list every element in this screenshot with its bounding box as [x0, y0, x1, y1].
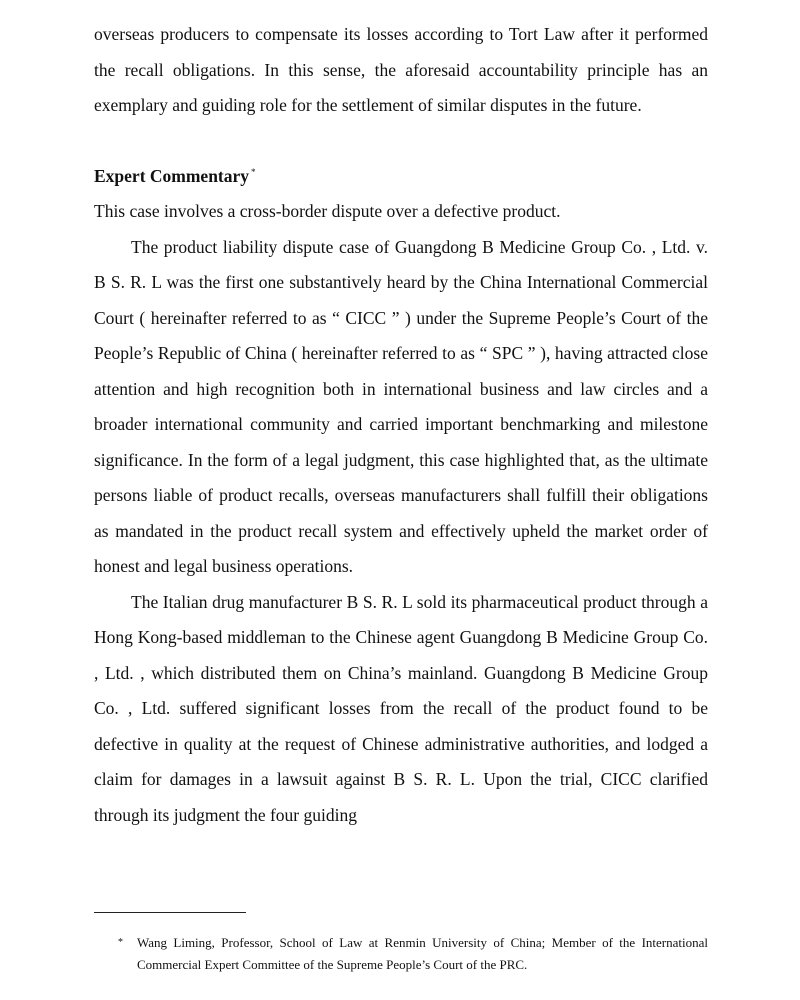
paragraph-2: The Italian drug manufacturer B S. R. L sold its pharmaceutical product through a Hong Kong-based middleman to the Chinese agent Guangdong B Medicine Group Co. , Ltd. , which distributed them on China’s mainland. Guangdong B Medicine Group Co. , Ltd. suffered significant losses from the recall of the product found to be defective in quality at the request of Chinese administrative authorities, and lodged a claim for damages in a lawsuit against B S. R. L. Upon the trial, CICC clarified through its judgment the four guiding — [94, 591, 708, 825]
document-body — [94, 17, 708, 833]
footnote-text: Wang Liming, Professor, School of Law at Renmin University of China; Member of the International Commercial Expert Committee of the Supreme People’s Court of the PRC. — [137, 935, 708, 972]
footnote-divider — [94, 912, 246, 913]
intro-paragraph: overseas producers to compensate its losses according to Tort Law after it performed the recall obligations. In this sense, the aforesaid accountability principle has an exemplary and guiding role for the settlement of similar disputes in the future. — [94, 24, 708, 115]
section-heading-text: Expert Commentary — [94, 165, 250, 186]
section-spacer — [94, 124, 708, 159]
heading-footnote-marker: * — [251, 166, 256, 177]
paragraph-1: The product liability dispute case of Guangdong B Medicine Group Co. , Ltd. v. B S. R. L was the first one substantively heard by the China International Commercial Court ( hereinafter referred to as “ CICC ” ) under the Supreme People’s Court of the People’s Republic of China ( hereinafter referred to as “ SPC ” ), having attracted close attention and high recognition both in international business and law circles and a broader international community and carried important benchmarking and milestone significance. In the form of a legal judgment, this case highlighted that, as the ultimate persons liable of product recalls, overseas manufacturers shall fulfill their obligations as mandated in the product recall system and effectively upheld the market order of honest and legal business operations. — [94, 236, 708, 576]
footnote-marker: * — [118, 937, 123, 948]
lead-sentence: This case involves a cross-border dispute over a defective product. — [94, 201, 561, 221]
footnote — [118, 932, 708, 976]
section-heading — [94, 159, 708, 195]
